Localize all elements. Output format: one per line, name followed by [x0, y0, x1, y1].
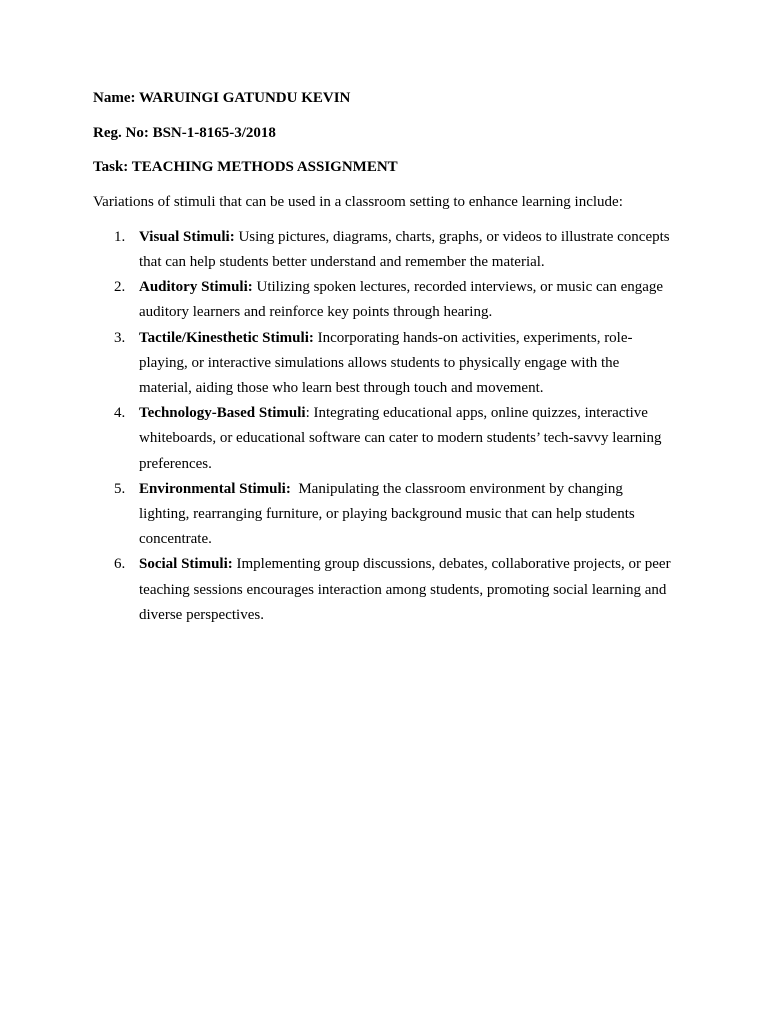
- list-item-text: Using pictures, diagrams, charts, graphs, or videos to illustrate concepts that can help students better understand and remember the material.: [139, 228, 670, 270]
- list-item-number: 6.: [114, 556, 126, 573]
- list-item-environmental-stimuli: [93, 477, 673, 553]
- list-item-technology-based-stimuli: [93, 401, 673, 477]
- task-line: [93, 155, 673, 180]
- list-item-text: Manipulating the classroom environment by changing lighting, rearranging furniture, or playing background music that can help students concentrate.: [139, 480, 639, 548]
- list-item-auditory-stimuli: [93, 275, 673, 325]
- name-label: Name:: [93, 90, 139, 106]
- student-name-line: [93, 86, 673, 111]
- list-item-social-stimuli: [93, 552, 673, 628]
- list-item-visual-stimuli: [93, 225, 673, 275]
- list-item-term: Auditory Stimuli:: [139, 279, 253, 296]
- student-name: WARUINGI GATUNDU KEVIN: [138, 90, 351, 106]
- reg-label: Reg. No:: [93, 124, 153, 141]
- intro-paragraph: Variations of stimuli that can be used in a classroom setting to enhance learning include:: [93, 193, 623, 210]
- list-item-term: Environmental Stimuli:: [139, 480, 291, 497]
- list-item-term: Tactile/Kinesthetic Stimuli:: [139, 329, 314, 346]
- registration-number-line: [93, 121, 673, 146]
- list-item-term: Technology-Based Stimuli: [139, 405, 306, 422]
- list-item-term: Visual Stimuli:: [139, 228, 235, 245]
- stimuli-list: [93, 225, 673, 628]
- registration-number: BSN-1-8165-3/2018: [152, 124, 276, 141]
- document-page: [93, 86, 673, 628]
- list-item-number: 5.: [114, 480, 126, 497]
- list-item-number: 4.: [114, 405, 126, 422]
- list-item-tactile-kinesthetic-stimuli: [93, 326, 673, 402]
- list-item-number: 1.: [114, 228, 126, 245]
- list-item-text: : Integrating educational apps, online quizzes, interactive whiteboards, or educational software can cater to modern students’ tech-savvy learning preferences.: [139, 405, 662, 472]
- list-item-term: Social Stimuli:: [139, 556, 233, 573]
- task-title: TEACHING METHODS ASSIGNMENT: [131, 159, 398, 175]
- list-item-text: Incorporating hands-on activities, experiments, role-playing, or interactive simulations allows students to physically engage with the material, aiding those who learn best through touch and movement.: [139, 329, 633, 396]
- task-label: Task:: [93, 159, 132, 175]
- list-item-number: 3.: [114, 329, 126, 346]
- list-item-text: Utilizing spoken lectures, recorded interviews, or music can engage auditory learners and reinforce key points through hearing.: [139, 279, 664, 321]
- list-item-text: Implementing group discussions, debates, collaborative projects, or peer teaching sessions encourages interaction among students, promoting social learning and diverse perspectives.: [139, 556, 671, 623]
- list-item-number: 2.: [114, 279, 126, 296]
